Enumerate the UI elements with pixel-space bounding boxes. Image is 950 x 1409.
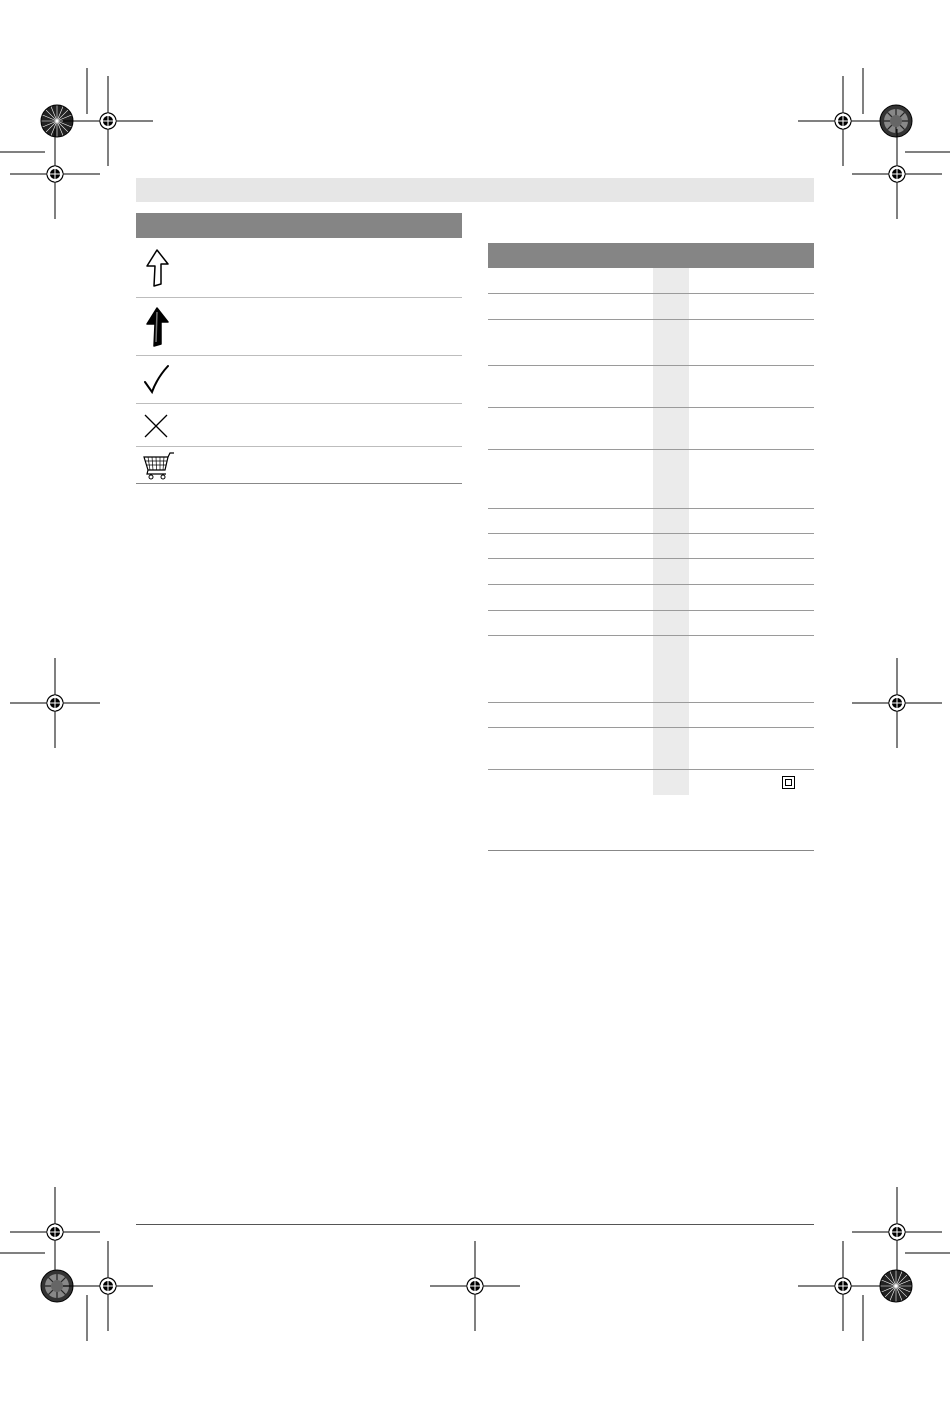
filled-up-arrow-icon <box>142 306 170 353</box>
protection-class-ii-icon <box>782 776 795 794</box>
symbol-row <box>136 404 462 447</box>
table-row <box>488 268 814 294</box>
footer-rule <box>136 1224 814 1225</box>
symbol-row <box>136 298 462 356</box>
table-row <box>488 408 814 450</box>
table-row <box>488 534 814 559</box>
table-row <box>488 509 814 534</box>
header-band <box>136 178 814 202</box>
symbols-table-heading <box>136 213 462 238</box>
table-row <box>488 636 814 703</box>
table-row <box>488 611 814 636</box>
table-row <box>488 559 814 585</box>
table-bottom-rule <box>488 850 814 851</box>
table-row <box>488 770 814 850</box>
checkmark-icon <box>142 364 170 401</box>
table-row <box>488 320 814 366</box>
shopping-cart-icon <box>142 452 176 485</box>
table-row <box>488 450 814 509</box>
symbol-row <box>136 356 462 404</box>
table-row <box>488 585 814 611</box>
table-row <box>488 728 814 770</box>
cross-icon <box>142 412 170 445</box>
symbol-row <box>136 447 462 484</box>
data-table-heading <box>488 243 814 268</box>
outline-up-arrow-icon <box>142 248 170 293</box>
symbol-row <box>136 238 462 298</box>
table-row <box>488 703 814 728</box>
table-row <box>488 366 814 408</box>
table-row <box>488 294 814 320</box>
